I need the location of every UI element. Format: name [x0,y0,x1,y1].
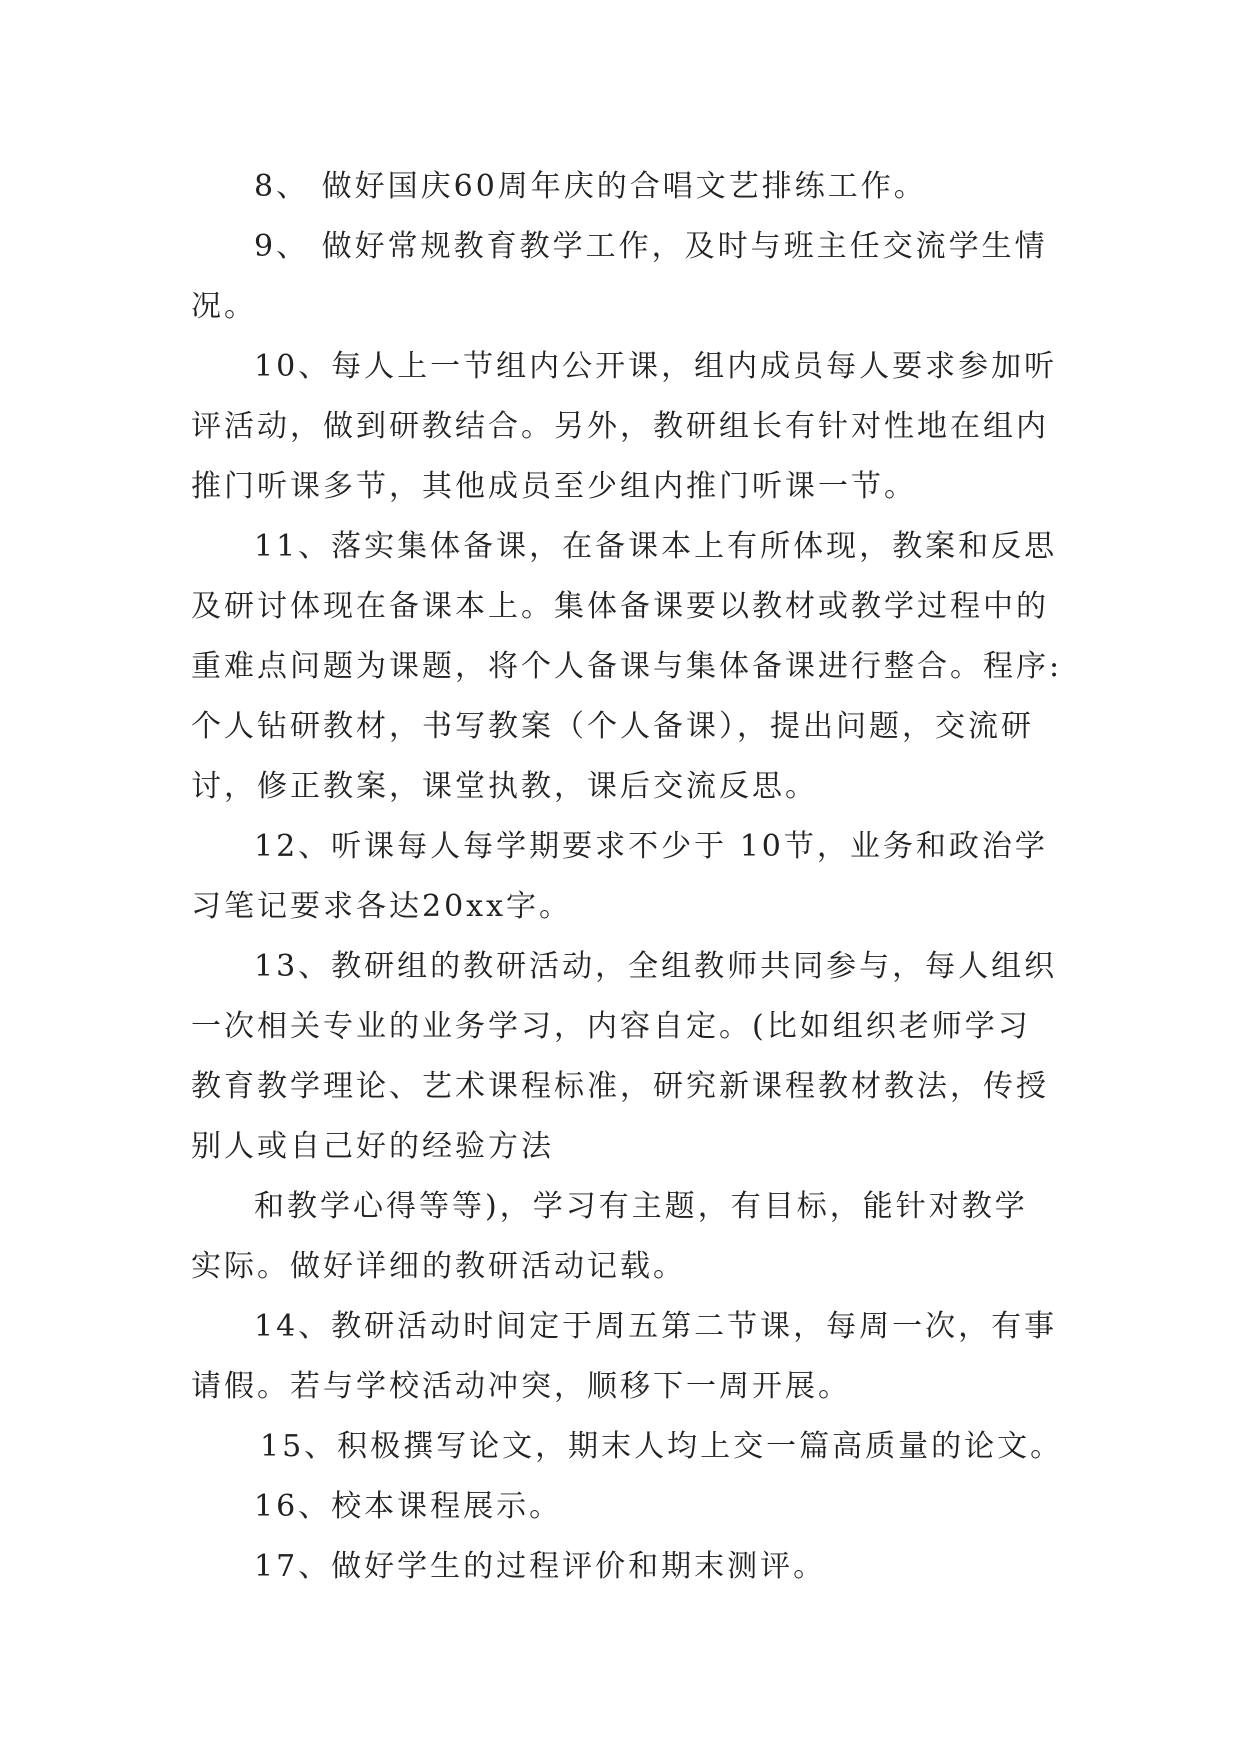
text-line: 11、落实集体备课，在备课本上有所体现，教案和反思 [254,529,1058,564]
text-line: 重难点问题为课题，将个人备课与集体备课进行整合。程序: [191,649,1063,684]
text-line: 12、听课每人每学期要求不少于 10节，业务和政治学 [254,829,1048,864]
document-body [191,157,1071,1597]
text-line: 一次相关专业的业务学习，内容自定。(比如组织老师学习 [191,1009,1031,1044]
text-line: 10、每人上一节组内公开课，组内成员每人要求参加听 [254,349,1058,384]
text-line: 别人或自己好的经验方法 [191,1129,554,1164]
text-line: 和教学心得等等)，学习有主题，有目标，能针对教学 [254,1189,1028,1224]
text-line: 推门听课多节，其他成员至少组内推门听课一节。 [191,469,917,504]
text-line: 9、 做好常规教育教学工作，及时与班主任交流学生情 [254,229,1048,264]
text-line: 16、校本课程展示。 [254,1489,563,1524]
text-line: 14、教研活动时间定于周五第二节课，每周一次，有事 [254,1309,1058,1344]
text-line: 评活动，做到研教结合。另外，教研组长有针对性地在组内 [191,409,1049,444]
text-line: 及研讨体现在备课本上。集体备课要以教材或教学过程中的 [191,589,1049,624]
text-line: 个人钻研教材，书写教案（个人备课），提出问题，交流研 [191,709,1034,744]
text-line: 15、积极撰写论文，期末人均上交一篇高质量的论文。 [260,1429,1064,1464]
text-line: 况。 [191,289,257,324]
text-line: 13、教研组的教研活动，全组教师共同参与，每人组织 [254,949,1058,984]
text-line: 讨，修正教案，课堂执教，课后交流反思。 [191,769,818,804]
text-line: 实际。做好详细的教研活动记载。 [191,1249,686,1284]
text-line: 请假。若与学校活动冲突，顺移下一周开展。 [191,1369,851,1404]
text-line: 教育教学理论、艺术课程标准，研究新课程教材教法，传授 [191,1069,1049,1104]
text-line: 习笔记要求各达20xx字。 [191,889,573,924]
text-line: 17、做好学生的过程评价和期末测评。 [254,1549,827,1584]
text-line: 8、 做好国庆60周年庆的合唱文艺排练工作。 [254,169,927,204]
